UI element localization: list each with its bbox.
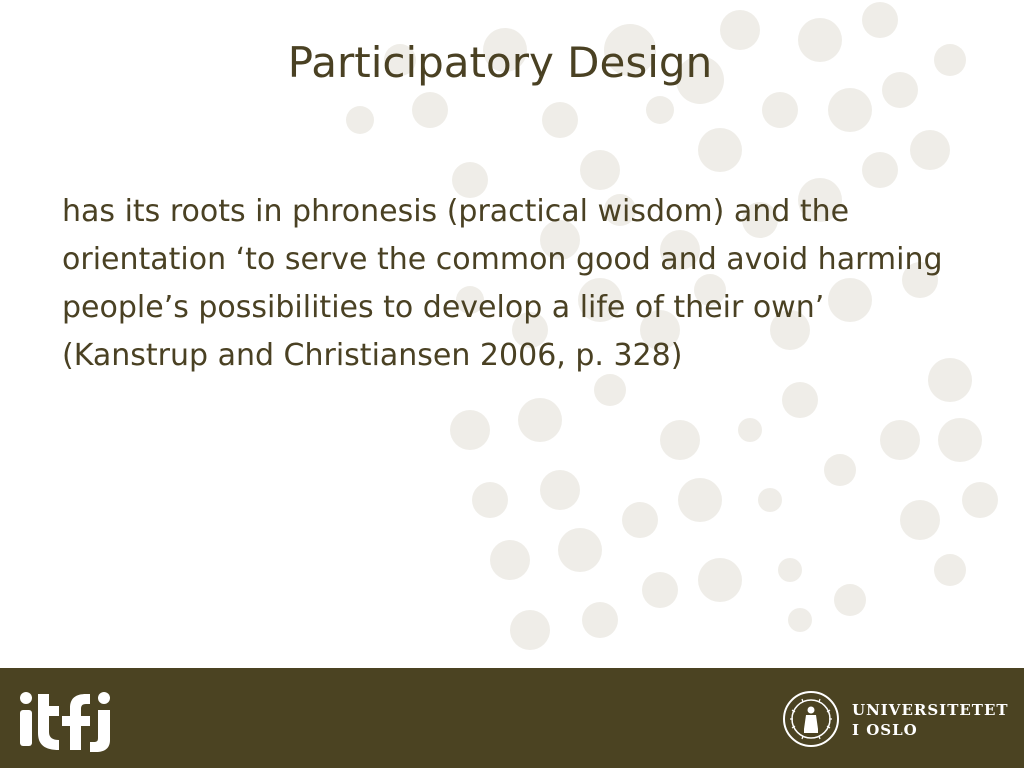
decorative-dot — [558, 528, 602, 572]
decorative-dot — [900, 500, 940, 540]
decorative-dot — [824, 454, 856, 486]
decorative-dot — [646, 96, 674, 124]
decorative-dot — [518, 398, 562, 442]
decorative-dot — [880, 420, 920, 460]
decorative-dot — [678, 478, 722, 522]
decorative-dot — [510, 610, 550, 650]
decorative-dot — [472, 482, 508, 518]
decorative-dot — [540, 470, 580, 510]
decorative-dot — [346, 106, 374, 134]
decorative-dot — [580, 150, 620, 190]
decorative-dot — [582, 602, 618, 638]
decorative-dot — [788, 608, 812, 632]
decorative-dot — [698, 128, 742, 172]
decorative-dot — [934, 554, 966, 586]
decorative-dot — [862, 152, 898, 188]
decorative-dot — [862, 2, 898, 38]
university-name-line1: UNIVERSITETET — [852, 701, 1009, 719]
decorative-dot — [834, 584, 866, 616]
decorative-dot — [698, 558, 742, 602]
decorative-dot — [622, 502, 658, 538]
decorative-dot — [828, 88, 872, 132]
decorative-dot — [762, 92, 798, 128]
university-name-line2: I OSLO — [852, 721, 918, 739]
decorative-dot — [938, 418, 982, 462]
decorative-dot — [758, 488, 782, 512]
decorative-dot — [660, 420, 700, 460]
decorative-dot — [962, 482, 998, 518]
decorative-dot — [738, 418, 762, 442]
university-name — [852, 700, 1009, 740]
decorative-dot — [490, 540, 530, 580]
decorative-dot — [778, 558, 802, 582]
decorative-dot — [642, 572, 678, 608]
decorative-dot — [542, 102, 578, 138]
decorative-dot — [412, 92, 448, 128]
slide-title: Participatory Design — [287, 38, 713, 87]
ifi-logo — [18, 690, 114, 752]
decorative-dot — [450, 410, 490, 450]
decorative-dot — [910, 130, 950, 170]
university-seal-icon — [782, 690, 840, 748]
slide-body-text: has its roots in phronesis (practical wisdom) and the orientation ‘to serve the common good and avoid harming people’s possibilities to develop a life of their own’ (Kanstrup and Christiansen 2006, p. 328) — [62, 194, 943, 373]
decorative-dot — [782, 382, 818, 418]
